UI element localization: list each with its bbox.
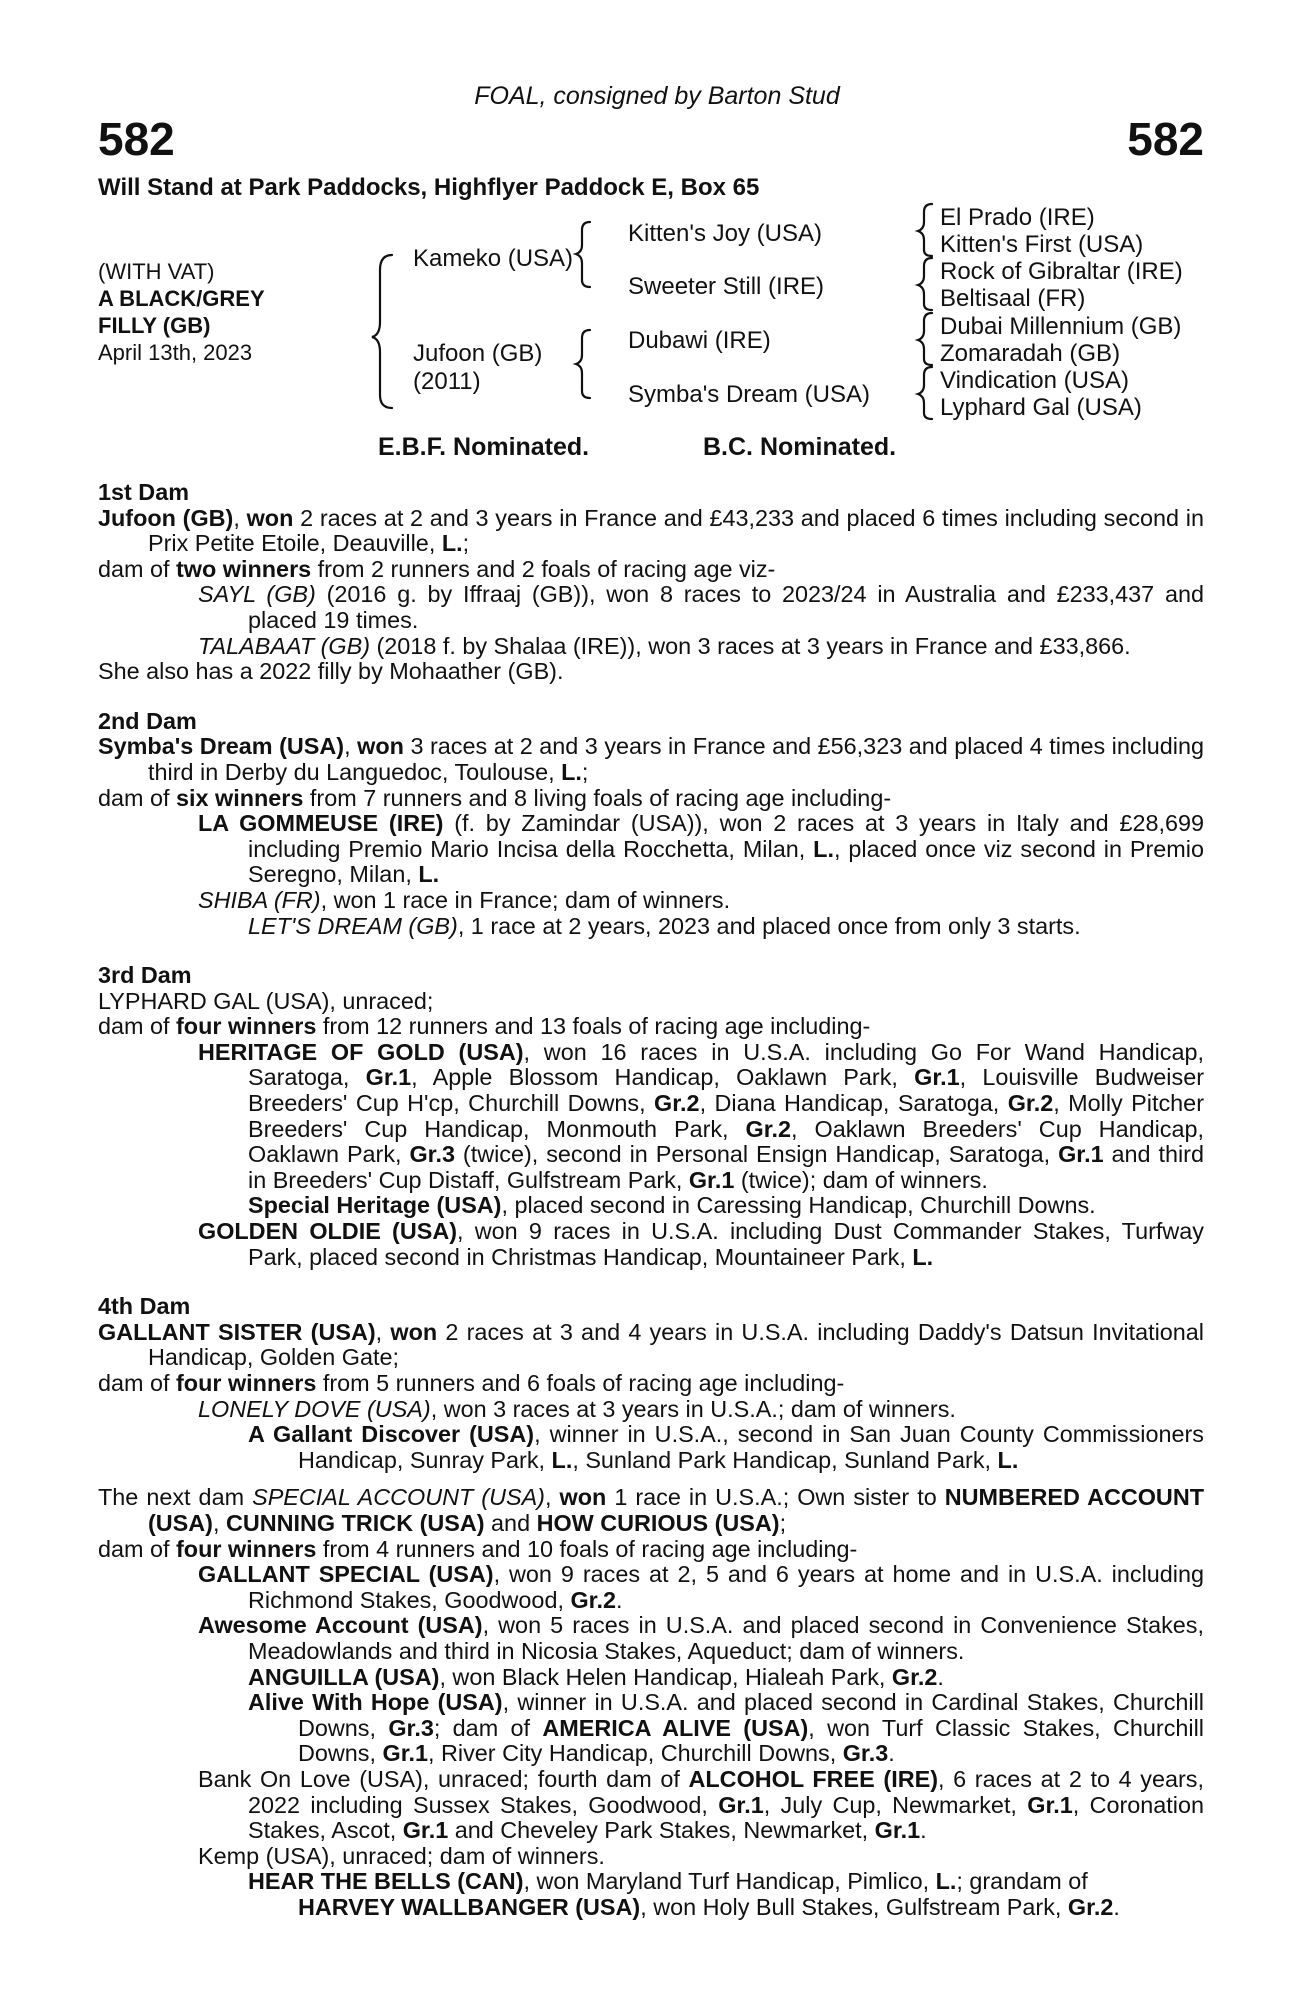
pedigree-sire-sire: Kitten's Joy (USA) [628,220,822,247]
second-dam-produce-summary: dam of six winners from 7 runners and 8 living foals of racing age including- [98,784,892,811]
produce-talabaat: TALABAAT (GB) (2018 f. by Shalaa (IRE)), won 3 races at 3 years in France and £33,866. [198,632,1131,659]
pedigree-gp4: Beltisaal (FR) [940,285,1086,312]
pedigree-gp1: El Prado (IRE) [940,204,1095,231]
second-dam-record: Symba's Dream (USA), won 3 races at 2 and 3 years in France and £56,323 and placed 4 times including third in Derby du Languedoc, Toulouse, L.; [98,733,1204,785]
first-dam-record: Jufoon (GB), won 2 races at 2 and 3 years in France and £43,233 and placed 6 times including second in Prix Petite Etoile, Deauville, L.; [98,504,1204,557]
vat-note: (WITH VAT) [98,259,215,284]
first-dam-heading: 1st Dam [98,479,190,505]
produce-golden-oldie: GOLDEN OLDIE (USA), won 9 races in U.S.A. including Dust Commander Stakes, Turfway Park, placed second in Christmas Handicap, Mountaineer Park, L. [198,1218,1204,1270]
pedigree-dam-sire: Dubawi (IRE) [628,327,771,354]
produce-la-gommeuse: LA GOMMEUSE (IRE) (f. by Zamindar (USA)), won 2 races at 3 years in Italy and £28,699 including Premio Mario Incisa della Rocchetta, Milan, L., placed once viz second in Premio Seregno, Milan, L. [198,810,1204,888]
lot-number-left: 582 [98,113,175,165]
pedigree-dam-dam: Symba's Dream (USA) [628,381,870,408]
page-subtitle: FOAL, consigned by Barton Stud [474,82,840,110]
third-dam-record: LYPHARD GAL (USA), unraced; [98,987,434,1014]
produce-sayl: SAYL (GB) (2016 g. by Iffraaj (GB)), won 8 races to 2023/24 in Australia and £233,437 and placed 19 times. [198,581,1204,633]
fourth-dam-heading: 4th Dam [98,1293,191,1320]
fourth-dam-produce-summary: dam of four winners from 5 runners and 6 foals of racing age including- [98,1370,845,1396]
produce-kemp: Kemp (USA), unraced; dam of winners. [198,1842,605,1869]
produce-gallant-special: GALLANT SPECIAL (USA), won 9 races at 2, 5 and 6 years at home and in U.S.A. including Richmond Stakes, Goodwood, Gr.2. [198,1561,1204,1613]
produce-hear-the-bells: HEAR THE BELLS (CAN), won Maryland Turf Handicap, Pimlico, L.; grandam of [248,1868,1088,1895]
birth-date: April 13th, 2023 [98,340,253,365]
third-dam-heading: 3rd Dam [98,962,192,989]
produce-a-gallant-discover: A Gallant Discover (USA), winner in U.S.A., second in San Juan County Commissioners Handicap, Sunray Park, L., Sunland Park Handicap, Sunland Park, L. [248,1421,1204,1473]
pedigree-dam-year: (2011) [413,368,481,395]
horse-name-line1: A BLACK/GREY [98,286,265,311]
catalogue-body [98,480,1204,1920]
produce-anguilla: ANGUILLA (USA), won Black Helen Handicap, Hialeah Park, Gr.2. [248,1663,944,1690]
third-dam-produce-summary: dam of four winners from 12 runners and 13 foals of racing age including- [98,1013,871,1040]
pedigree-gp8: Lyphard Gal (USA) [940,394,1142,421]
lot-number-right: 582 [1127,113,1204,165]
first-dam-note: She also has a 2022 filly by Mohaather (GB). [98,658,564,685]
pedigree-gp7: Vindication (USA) [940,367,1129,394]
fourth-dam-record: GALLANT SISTER (USA), won 2 races at 3 and 4 years in U.S.A. including Daddy's Datsun Invitational Handicap, Golden Gate; [98,1318,1204,1371]
produce-bank-on-love: Bank On Love (USA), unraced; fourth dam of ALCOHOL FREE (IRE), 6 races at 2 to 4 years, 2022 including Sussex Stakes, Goodwood, Gr.1, July Cup, Newmarket, Gr.1, Coronation Stakes, Ascot, Gr.1 and Cheveley Park Stakes, Newmarket, Gr.1. [198,1765,1204,1844]
pedigree-gp5: Dubai Millennium (GB) [940,313,1182,340]
horse-name-line2: FILLY (GB) [98,313,211,338]
ebf-nomination: E.B.F. Nominated. [378,433,590,461]
produce-shiba: SHIBA (FR), won 1 race in France; dam of winners. [198,886,731,913]
pedigree-gp6: Zomaradah (GB) [940,340,1121,367]
produce-harvey-wallbanger: HARVEY WALLBANGER (USA), won Holy Bull Stakes, Gulfstream Park, Gr.2. [298,1893,1120,1920]
produce-heritage-of-gold: HERITAGE OF GOLD (USA), won 16 races in U.S.A. including Go For Wand Handicap, Saratoga, Gr.1, Apple Blossom Handicap, Oaklawn Park, Gr.1, Louisville Budweiser Breeders' Cup H'cp, Churchill Downs, Gr.2, Diana Handicap, Saratoga, Gr.2, Molly Pitcher Breeders' Cup Handicap, Monmouth Park, Gr.2, Oaklawn Breeders' Cup Handicap, Oaklawn Park, Gr.3 (twice), second in Personal Ensign Handicap, Saratoga, Gr.1 and third in Breeders' Cup Distaff, Gulfstream Park, Gr.1 (twice); dam of winners. [198,1038,1205,1193]
produce-special-heritage: Special Heritage (USA), placed second in Caressing Handicap, Churchill Downs. [248,1192,1096,1219]
next-dam-produce-summary: dam of four winners from 4 runners and 10 foals of racing age including- [98,1535,858,1562]
stand-info: Will Stand at Park Paddocks, Highflyer Paddock E, Box 65 [98,174,760,201]
pedigree-gp3: Rock of Gibraltar (IRE) [940,258,1183,285]
next-dam-record: The next dam SPECIAL ACCOUNT (USA), won 1 race in U.S.A.; Own sister to NUMBERED ACCOUNT (USA), CUNNING TRICK (USA) and HOW CURIOUS (USA); [98,1484,1205,1536]
pedigree-sire-dam: Sweeter Still (IRE) [628,273,825,300]
second-dam-heading: 2nd Dam [98,707,197,734]
produce-alive-with-hope: Alive With Hope (USA), winner in U.S.A. and placed second in Cardinal Stakes, Churchill Downs, Gr.3; dam of AMERICA ALIVE (USA), won Turf Classic Stakes, Churchill Downs, Gr.1, River City Handicap, Churchill Downs, Gr.3. [248,1689,1204,1767]
produce-lonely-dove: LONELY DOVE (USA), won 3 races at 3 years in U.S.A.; dam of winners. [198,1395,956,1422]
pedigree-sire: Kameko (USA) [413,245,574,272]
first-dam-produce-summary: dam of two winners from 2 runners and 2 foals of racing age viz- [98,555,776,582]
produce-awesome-account: Awesome Account (USA), won 5 races in U.S.A. and placed second in Convenience Stakes, Meadowlands and third in Nicosia Stakes, Aqueduct; dam of winners. [198,1612,1204,1664]
bc-nomination: B.C. Nominated. [703,433,897,461]
produce-lets-dream: LET'S DREAM (GB), 1 race at 2 years, 2023 and placed once from only 3 starts. [248,912,1081,939]
pedigree-gp2: Kitten's First (USA) [940,231,1144,258]
pedigree-dam: Jufoon (GB) [413,340,543,367]
